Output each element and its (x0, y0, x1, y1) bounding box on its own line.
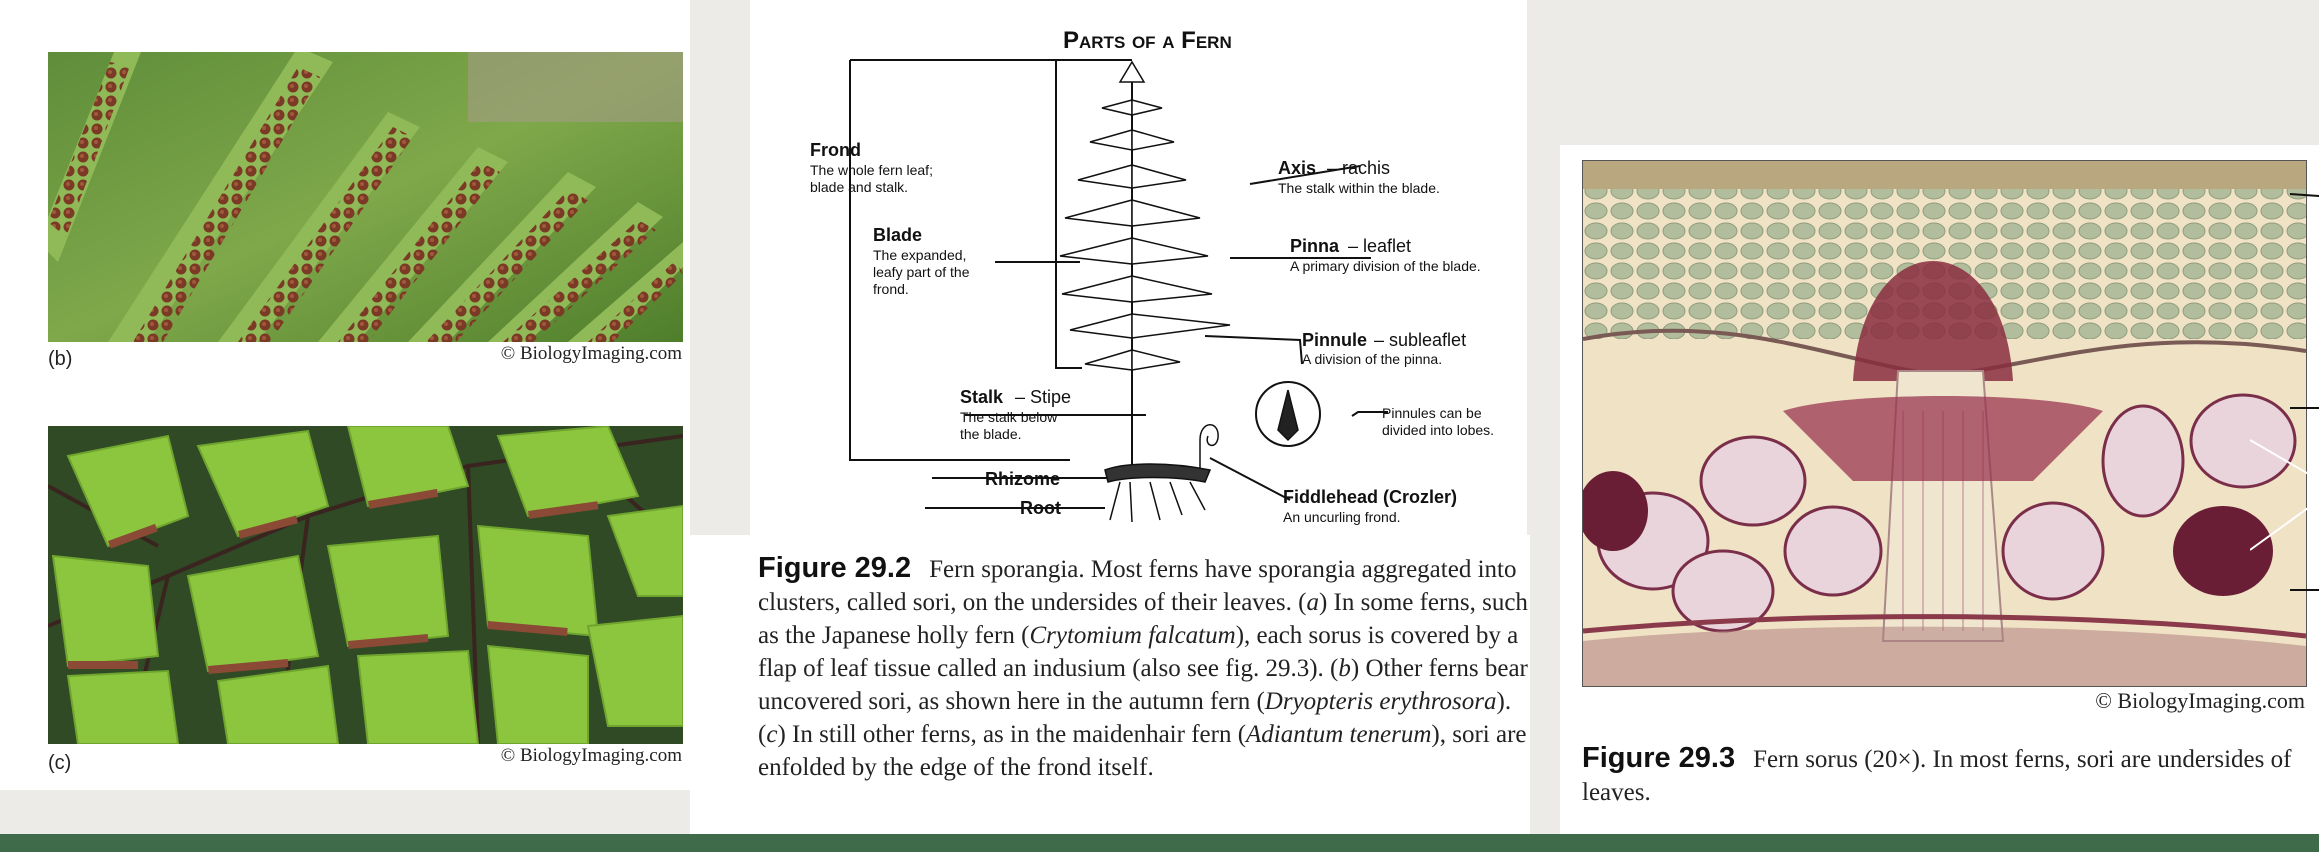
fig-29-2-text-3: ), each sorus is covered by a flap of leaf tissue called an indusium (also see fig. 29.3). ( (758, 622, 1519, 682)
pinna-desc: A primary division of the blade. (1290, 258, 1481, 274)
fig-29-2-text-1: Fern sporangia. Most ferns have sporangia aggregated into clusters, called sori, on the undersides of their leaves. ( (758, 556, 1517, 616)
fig-29-2-text-2: ) In some ferns, such as the Japanese holly fern ( (758, 589, 1528, 649)
axis-label: Axis (1278, 158, 1317, 178)
photo-c-letter: (c) (48, 752, 72, 774)
blade-label: Blade (873, 225, 923, 245)
fig-29-2-species-3: Adiantum tenerum (1246, 721, 1432, 748)
pinnule-label: Pinnule (1302, 330, 1368, 350)
fig-29-2-a: a (1306, 589, 1319, 616)
micrograph-pointer-diagonals (2250, 420, 2319, 580)
blade-desc-3: frond. (873, 281, 909, 297)
frond-label: Frond (810, 140, 861, 160)
stalk-desc-1: The stalk below (960, 409, 1058, 425)
figure-29-2-caption (758, 552, 1538, 784)
fig-29-2-text-5: ). ( (758, 688, 1512, 748)
frond-desc-2: blade and stalk. (810, 179, 909, 195)
photo-b-letter: (b) (48, 348, 73, 370)
pinna-label: Pinna (1290, 236, 1340, 256)
rhizome-label: Rhizome (985, 469, 1061, 489)
pinna-sub: – leaflet (1348, 236, 1412, 256)
fig-29-3-text: Fern sorus (20×). In most ferns, sori are undersides of leaves. (1582, 746, 2292, 806)
fig-29-2-text-7: ), sori are enfolded by the edge of the frond itself. (758, 721, 1527, 781)
axis-desc: The stalk within the blade. (1278, 180, 1440, 196)
figure-29-3-label: Figure 29.3 (1582, 742, 1736, 774)
lobes-desc-2: divided into lobes. (1382, 422, 1495, 438)
fig-29-2-species-1: Crytomium falcatum (1029, 622, 1236, 649)
stalk-desc-2: the blade. (960, 426, 1022, 442)
photo-b-credit: © BiologyImaging.com (500, 343, 682, 364)
fiddlehead-desc: An uncurling frond. (1283, 509, 1401, 525)
photo-c-credit: © BiologyImaging.com (500, 745, 682, 766)
photo-c-maidenhair-fern (48, 426, 683, 744)
diagram-title: Parts of a Fern (1063, 27, 1232, 54)
figure-29-3-credit: © BiologyImaging.com (2095, 688, 2305, 713)
blade-desc-1: The expanded, (873, 247, 967, 263)
pinnule-sub: – subleaflet (1374, 330, 1467, 350)
photo-b-image (48, 52, 683, 342)
fern-sorus-micrograph (1582, 160, 2307, 687)
fig-29-2-c: c (766, 721, 778, 748)
root-label: Root (1020, 498, 1061, 518)
parts-of-a-fern-diagram (780, 0, 1527, 535)
figure-29-2-label: Figure 29.2 (758, 552, 912, 584)
axis-sub: – rachis (1327, 158, 1391, 178)
stalk-sub: – Stipe (1015, 387, 1072, 407)
fig-29-2-species-2: Dryopteris erythrosora (1264, 688, 1497, 715)
fig-29-2-b: b (1338, 655, 1351, 682)
photo-c-image (48, 426, 683, 744)
frond-desc-1: The whole fern leaf; (810, 162, 933, 178)
pinnule-desc: A division of the pinna. (1302, 351, 1443, 367)
photo-b-fern-sori (48, 52, 683, 342)
bottom-bar (0, 834, 2319, 852)
blade-desc-2: leafy part of the (873, 264, 970, 280)
fig-29-2-text-6: ) In still other ferns, as in the maidenhair fern ( (777, 721, 1247, 748)
fiddlehead-label: Fiddlehead (Crozler) (1283, 487, 1458, 507)
fig-29-2-text-4: ) Other ferns bear uncovered sori, as shown here in the autumn fern ( (758, 655, 1528, 715)
lobes-desc-1: Pinnules can be (1382, 405, 1482, 421)
stalk-label: Stalk (960, 387, 1004, 407)
figure-29-3-caption (1582, 742, 2312, 809)
